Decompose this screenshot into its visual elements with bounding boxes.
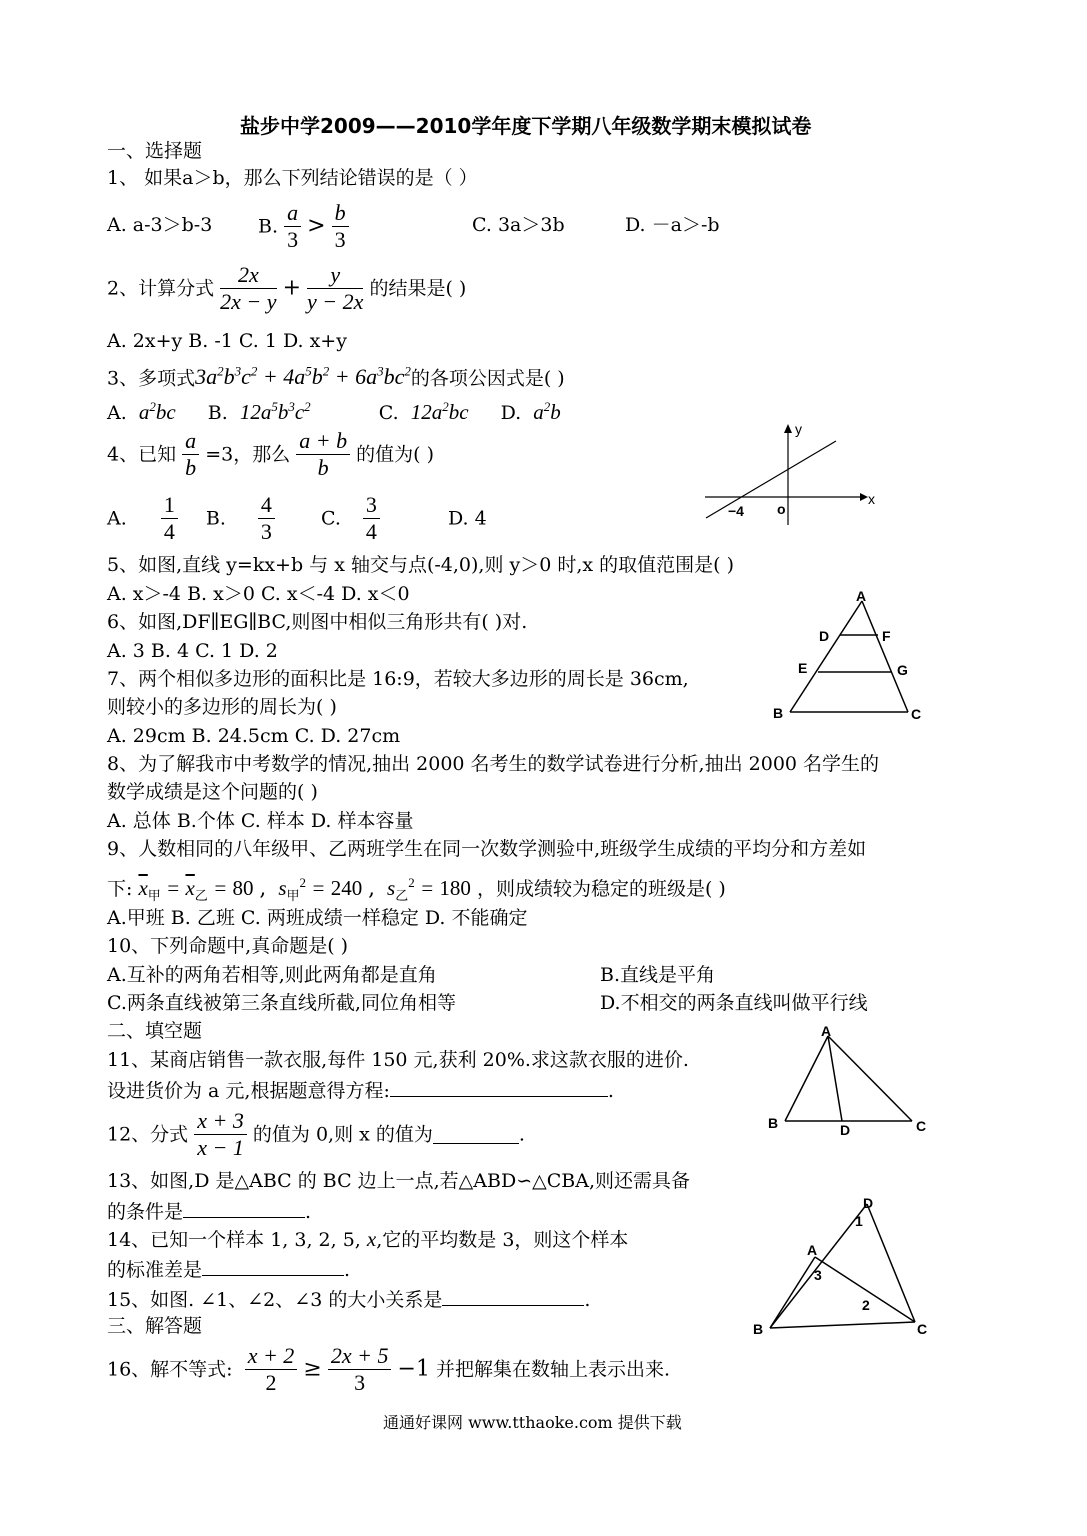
vertex-label-b: B — [768, 1115, 779, 1131]
section-heading-solve: 三、解答题 — [107, 1315, 203, 1337]
q1-option-c: C. 3a＞3b — [472, 214, 565, 236]
question-16: 16、解不等式: $\frac{x + 2}{2}$ ≥ $\frac{2x + 5}{3}$ −1 并把解集在数轴上表示出来. — [107, 1343, 671, 1395]
question-4: 4、已知 $\frac{a}{b}$ =3，那么 $\frac{a + b}{b}$ 的值为( ) — [107, 428, 435, 480]
question-14-line2: 的标准差是 . — [107, 1259, 351, 1281]
question-13-line1: 13、如图,D 是△ABC 的 BC 边上一点,若△ABD∽△CBA,则还需具备 — [107, 1170, 691, 1192]
vertex-label-f: F — [882, 628, 891, 644]
question-15: 15、如图. ∠1、∠2、∠3 的大小关系是 . — [107, 1289, 591, 1311]
question-11-line2: 设进货价为 a 元,根据题意得方程: . — [107, 1080, 614, 1102]
vertex-label-c: C — [917, 1321, 928, 1337]
vertex-label-b: B — [773, 705, 784, 721]
question-14-line1: 14、已知一个样本 1, 3, 2, 5, x,它的平均数是 3，则这个样本 — [107, 1227, 629, 1251]
question-13-line2: 的条件是 . — [107, 1201, 312, 1223]
vertex-label-a: A — [807, 1242, 818, 1258]
question-10-stem: 10、下列命题中,真命题是( ) — [107, 935, 349, 957]
line-graph-figure — [700, 420, 880, 530]
vertex-label-c: C — [911, 706, 922, 722]
q9-options: A.甲班 B. 乙班 C. 两班成绩一样稳定 D. 不能确定 — [107, 907, 528, 929]
page-title: 盐步中学2009——2010学年度下学期八年级数学期末模拟试卷 — [240, 114, 812, 138]
vertex-label-g: G — [897, 662, 908, 678]
section-heading-choice: 一、选择题 — [107, 140, 203, 162]
section-heading-fill: 二、填空题 — [107, 1020, 203, 1042]
vertex-label-e: E — [798, 660, 808, 676]
question-2: 2、计算分式 $\frac{2x}{2x - y}$ + $\frac{y}{y - 2x}$ 的结果是( ) — [107, 262, 467, 314]
question-11-line1: 11、某商店销售一款衣服,每件 150 元,获利 20%.求这款衣服的进价. — [107, 1049, 689, 1071]
q5-options: A. x＞-4 B. x＞0 C. x＜-4 D. x＜0 — [107, 583, 410, 605]
question-9-line1: 9、人数相同的八年级甲、乙两班学生在同一次数学测验中,班级学生成绩的平均分和方差如 — [107, 838, 867, 860]
q10-option-c: C.两条直线被第三条直线所截,同位角相等 — [107, 992, 456, 1014]
angle-label-1: 1 — [855, 1213, 863, 1229]
question-3: 3、多项式$3a^2b^3c^2 + 4a^5b^2 + 6a^3bc^2$的各项公因式是( ) — [107, 364, 565, 390]
q10-option-a: A.互补的两角若相等,则此两角都是直角 — [107, 964, 437, 986]
q4-options: A. $\frac{1}{4}$ B. $\frac{4}{3}$ C. $\frac{3}{4}$ D. 4 — [107, 492, 487, 544]
angle-label-3: 3 — [814, 1267, 822, 1283]
question-8-line1: 8、为了解我市中考数学的情况,抽出 2000 名考生的数学试卷进行分析,抽出 2000 名学生的 — [107, 753, 880, 775]
q6-options: A. 3 B. 4 C. 1 D. 2 — [107, 640, 278, 662]
q1-option-a: A. a-3＞b-3 — [107, 214, 213, 236]
question-7-line1: 7、两个相似多边形的面积比是 16:9，若较大多边形的周长是 36cm, — [107, 668, 689, 690]
q8-options: A. 总体 B.个体 C. 样本 D. 样本容量 — [107, 810, 414, 832]
y-axis-label: y — [795, 421, 802, 437]
triangle-abd-figure — [760, 1018, 940, 1138]
vertex-label-d: D — [863, 1195, 874, 1211]
question-5-stem: 5、如图,直线 y=kx+b 与 x 轴交与点(-4,0),则 y＞0 时,x 的取值范围是( ) — [107, 554, 735, 576]
x-axis-label: x — [868, 491, 875, 507]
q7-options: A. 29cm B. 24.5cm C. D. 27cm — [107, 725, 401, 747]
q3-options: A. $a^2bc$ B. $12a^5b^3c^2$ C. $12a^2bc$ D. $a^2b$ — [107, 399, 561, 424]
question-9-line2: 下: $\overline{x}_甲 = \overline{x}_乙 = 80$ , $s_甲^2 = 240$ , $s_乙^2 = 180$ ，则成绩较为稳定的班级是( ) — [107, 875, 726, 904]
question-12: 12、分式 $\frac{x + 3}{x - 1}$ 的值为 0,则 x 的值为 . — [107, 1108, 525, 1160]
vertex-label-b: B — [753, 1321, 764, 1337]
question-6-stem: 6、如图,DF∥EG∥BC,则图中相似三角形共有( )对. — [107, 611, 528, 633]
question-8-line2: 数学成绩是这个问题的( ) — [107, 781, 318, 803]
q10-option-b: B.直线是平角 — [600, 964, 716, 986]
q10-option-d: D.不相交的两条直线叫做平行线 — [600, 992, 868, 1014]
question-7-line2: 则较小的多边形的周长为( ) — [107, 696, 337, 718]
intercept-label: −4 — [728, 503, 744, 519]
vertex-label-a: A — [821, 1023, 832, 1039]
origin-label: o — [777, 501, 786, 517]
angle-triangle-figure — [745, 1190, 935, 1345]
page-footer: 通通好课网 www.tthaoke.com 提供下载 — [383, 1413, 682, 1432]
question-1-stem: 1、 如果a＞b，那么下列结论错误的是（ ） — [107, 167, 478, 189]
q2-options: A. 2x+y B. -1 C. 1 D. x+y — [107, 330, 347, 352]
vertex-label-d: D — [840, 1122, 851, 1138]
vertex-label-c: C — [916, 1118, 927, 1134]
vertex-label-d: D — [819, 628, 830, 644]
q1-option-b: B. $\frac{a}{3}$ > $\frac{b}{3}$ — [258, 200, 349, 253]
q1-option-d: D. －a＞-b — [625, 214, 720, 236]
parallel-triangle-figure — [765, 585, 935, 725]
angle-label-2: 2 — [862, 1297, 870, 1313]
vertex-label-a: A — [856, 588, 867, 604]
